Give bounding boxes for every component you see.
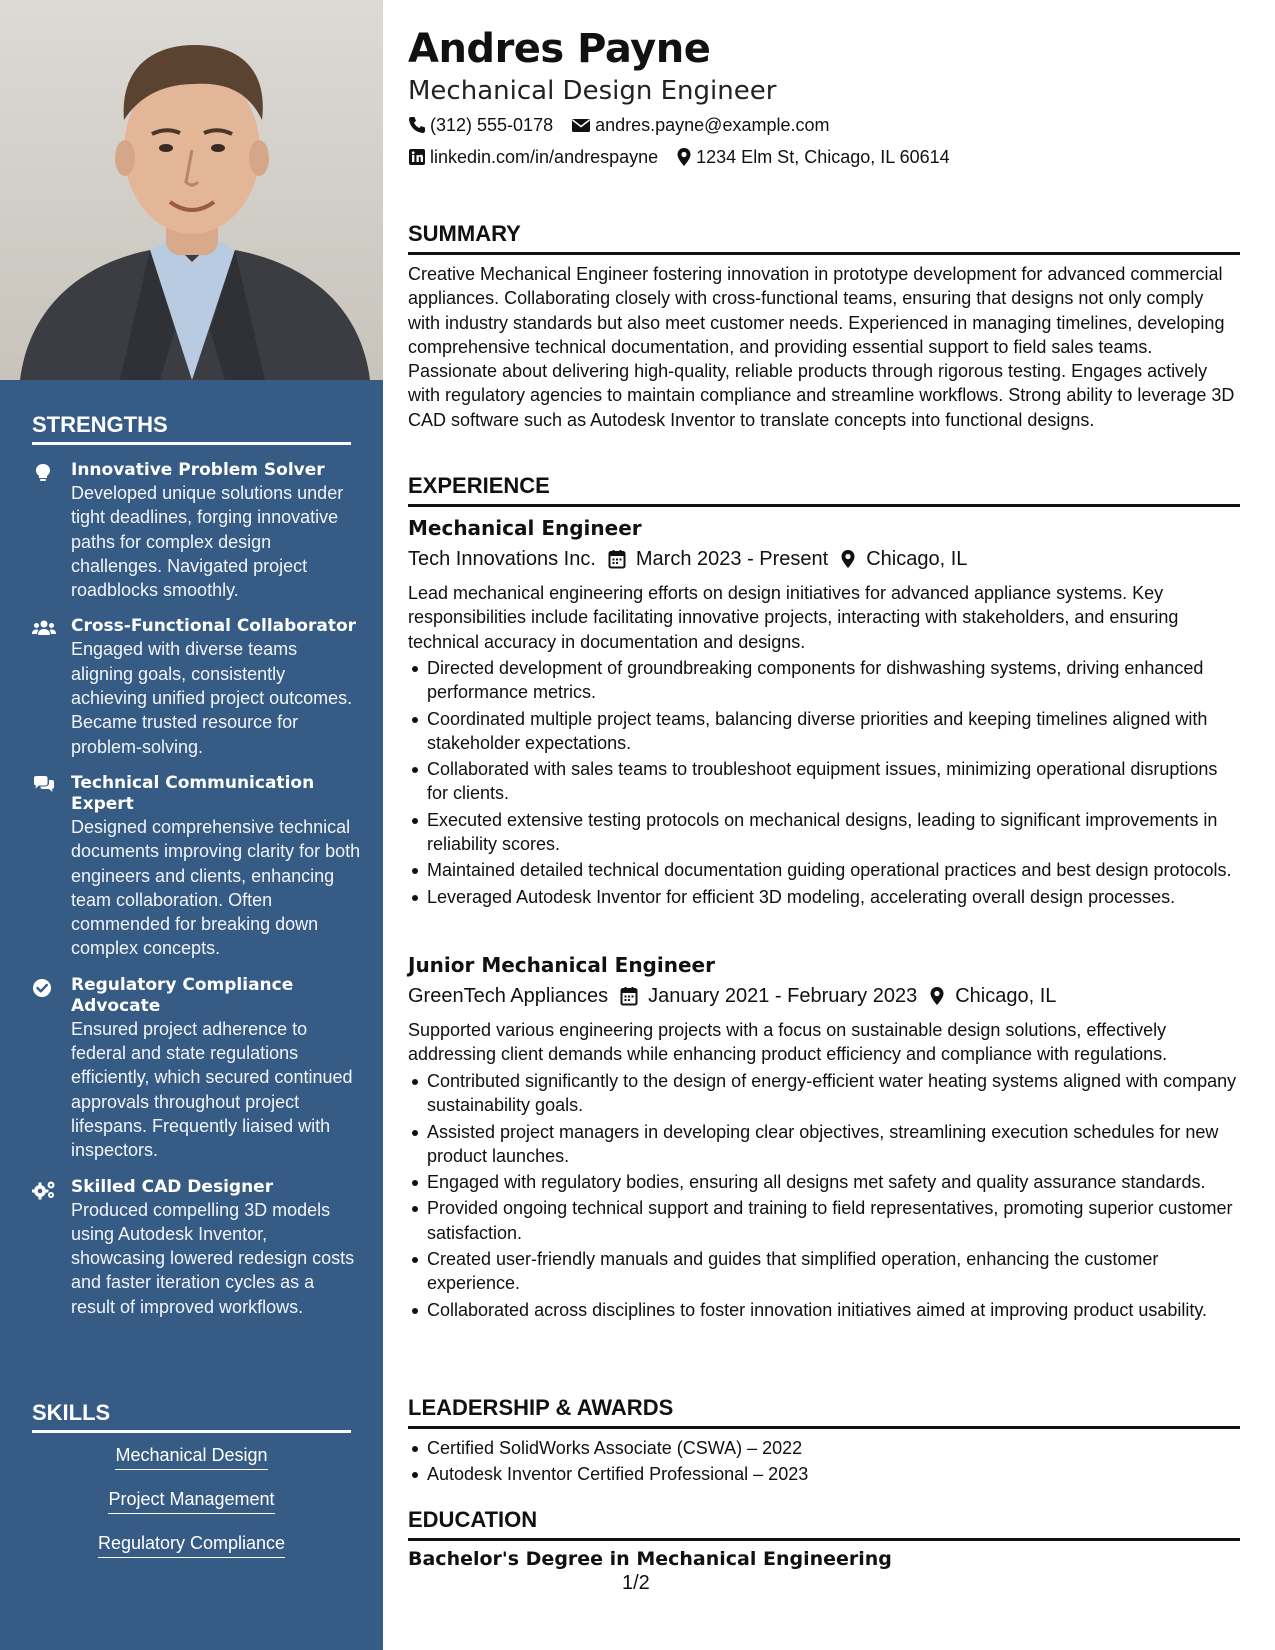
job-description: Supported various engineering projects with a focus on sustainable design solutions, effectively addressing client demands while enhancing product efficiency and compliance with regulations. bbox=[408, 1020, 1168, 1065]
phone-contact bbox=[408, 113, 553, 137]
calendar-icon bbox=[608, 549, 626, 569]
map-pin-icon bbox=[840, 549, 856, 569]
bullet-item: Coordinated multiple project teams, balancing diverse priorities and keeping timelines aligned with stakeholder expectations. bbox=[408, 707, 1240, 756]
company-name: Tech Innovations Inc. bbox=[408, 548, 596, 570]
address-text: 1234 Elm St, Chicago, IL 60614 bbox=[696, 147, 950, 167]
bullet-item: Provided ongoing technical support and training to field representatives, promoting superior customer satisfaction. bbox=[408, 1196, 1240, 1245]
bullet-item: Engaged with regulatory bodies, ensuring all designs met safety and quality assurance standards. bbox=[408, 1170, 1240, 1194]
awards-list bbox=[408, 1436, 1240, 1489]
strength-description: Ensured project adherence to federal and state regulations efficiently, which secured continued approvals throughout project lifespans. Frequently liaised with inspectors. bbox=[71, 1018, 353, 1161]
skills-heading: SKILLS bbox=[32, 1400, 351, 1433]
skill-item: Mechanical Design bbox=[115, 1444, 267, 1470]
strengths-heading: STRENGTHS bbox=[32, 412, 351, 445]
bullet-item: Collaborated with sales teams to troubleshoot equipment issues, minimizing operational disruptions for clients. bbox=[408, 757, 1240, 806]
skills-list bbox=[32, 1444, 351, 1576]
job-location bbox=[929, 983, 1056, 1009]
check-circle-icon bbox=[32, 977, 54, 997]
job-location bbox=[840, 546, 967, 572]
job-location-text: Chicago, IL bbox=[866, 548, 968, 570]
strength-description: Produced compelling 3D models using Autodesk Inventor, showcasing lowered redesign costs and faster iteration cycles as a result of improved workflows. bbox=[71, 1199, 355, 1317]
strength-title: Innovative Problem Solver bbox=[71, 460, 325, 480]
education-heading: EDUCATION bbox=[408, 1506, 1240, 1541]
linkedin-text[interactable]: linkedin.com/in/andrespayne bbox=[430, 147, 659, 167]
bullet-item: Directed development of groundbreaking components for dishwashing systems, driving enhanced performance metrics. bbox=[408, 656, 1240, 705]
page-number: 1/2 bbox=[622, 1572, 650, 1594]
map-pin-icon bbox=[676, 147, 692, 167]
job-dates bbox=[620, 983, 917, 1009]
summary-text: Creative Mechanical Engineer fostering innovation in prototype development for advanced commercial appliances. Collaborating closely with cross-functional teams, ensuring that designs not only comply with industry standards but also meet customer needs. Experienced in managing timelines, developing comprehensive technical documentation, and providing essential support to field sales teams. Passionate about delivering high-quality, reliable products through rigorous testing. Engages actively with regulatory agencies to maintain compliance and streamline workflows. Strong ability to leverage 3D CAD software such as Autodesk Inventor to translate concepts into functional designs. bbox=[408, 264, 1235, 430]
email-contact[interactable] bbox=[571, 113, 829, 137]
comments-icon bbox=[32, 775, 54, 795]
job-description: Lead mechanical engineering efforts on design initiatives for advanced appliance systems. Key responsibilities include facilitating innovative projects, interacting with stakeholders, and ensuring technical accuracy in documentation and designs. bbox=[408, 583, 1179, 652]
strength-item bbox=[32, 460, 362, 602]
strength-title: Technical Communication Expert bbox=[71, 772, 315, 814]
bullet-item: Assisted project managers in developing clear objectives, streamlining execution schedules for new product launches. bbox=[408, 1120, 1240, 1169]
users-icon bbox=[32, 618, 54, 638]
strength-item bbox=[32, 616, 362, 758]
candidate-role: Mechanical Design Engineer bbox=[408, 76, 777, 106]
phone-icon bbox=[408, 116, 426, 134]
bullet-item: Executed extensive testing protocols on mechanical designs, leading to significant improvements in reliability scores. bbox=[408, 808, 1240, 857]
award-item: Certified SolidWorks Associate (CSWA) – 2022 bbox=[408, 1436, 1240, 1460]
bullet-item: Collaborated across disciplines to foster innovation initiatives aimed at improving product usability. bbox=[408, 1298, 1240, 1322]
award-item: Autodesk Inventor Certified Professional – 2023 bbox=[408, 1462, 1240, 1486]
contact-row-2 bbox=[408, 145, 968, 169]
portrait-image bbox=[0, 0, 383, 380]
strength-title: Skilled CAD Designer bbox=[71, 1176, 274, 1197]
job-dates-text: January 2021 - February 2023 bbox=[648, 985, 918, 1007]
bullet-item: Contributed significantly to the design of energy-efficient water heating systems aligned with company sustainability goals. bbox=[408, 1069, 1240, 1118]
linkedin-icon bbox=[408, 148, 426, 166]
strength-title: Cross-Functional Collaborator bbox=[71, 616, 357, 637]
email-text[interactable]: andres.payne@example.com bbox=[595, 115, 830, 135]
envelope-icon bbox=[571, 117, 591, 133]
skill-item: Project Management bbox=[108, 1488, 274, 1514]
calendar-icon bbox=[620, 986, 638, 1006]
candidate-name: Andres Payne bbox=[408, 26, 711, 72]
profile-photo bbox=[0, 0, 383, 380]
bullet-item: Leveraged Autodesk Inventor for efficient 3D modeling, accelerating overall design processes. bbox=[408, 885, 1240, 909]
linkedin-contact[interactable] bbox=[408, 145, 658, 169]
skill-item: Regulatory Compliance bbox=[98, 1532, 285, 1558]
job-meta bbox=[408, 983, 1068, 1009]
summary-heading: SUMMARY bbox=[408, 220, 1240, 255]
job-location-text: Chicago, IL bbox=[955, 985, 1057, 1007]
lightbulb-icon bbox=[32, 462, 54, 482]
strength-description: Designed comprehensive technical documents improving clarity for both engineers and clients, enhancing team collaboration. Often commended for breaking down complex concepts. bbox=[71, 816, 361, 959]
bullet-item: Maintained detailed technical documentation guiding operational practices and best design protocols. bbox=[408, 858, 1240, 882]
job-bullets bbox=[408, 656, 1240, 911]
bullet-item: Created user-friendly manuals and guides that simplified operation, enhancing the customer experience. bbox=[408, 1247, 1240, 1296]
map-pin-icon bbox=[929, 986, 945, 1006]
awards-heading: LEADERSHIP & AWARDS bbox=[408, 1394, 1240, 1429]
job-bullets bbox=[408, 1069, 1240, 1324]
strengths-list bbox=[32, 460, 362, 1333]
job-title: Junior Mechanical Engineer bbox=[408, 953, 715, 977]
gears-icon bbox=[32, 1179, 54, 1199]
strength-title: Regulatory Compliance Advocate bbox=[71, 974, 294, 1016]
strength-description: Developed unique solutions under tight deadlines, forging innovative paths for complex design challenges. Navigated project roadblocks smoothly. bbox=[71, 483, 344, 601]
strength-description: Engaged with diverse teams aligning goals, consistently achieving unified project outcomes. Became trusted resource for problem-solving. bbox=[71, 639, 353, 757]
phone-text: (312) 555-0178 bbox=[430, 115, 554, 135]
company-name: GreenTech Appliances bbox=[408, 985, 609, 1007]
experience-heading: EXPERIENCE bbox=[408, 472, 1240, 507]
strength-item bbox=[32, 773, 362, 961]
job-title: Mechanical Engineer bbox=[408, 516, 642, 540]
job-meta bbox=[408, 546, 979, 572]
address-contact bbox=[676, 145, 950, 169]
sidebar bbox=[0, 0, 383, 1650]
strength-item bbox=[32, 1177, 362, 1319]
job-dates bbox=[608, 546, 828, 572]
contact-row-1 bbox=[408, 113, 848, 137]
strength-item bbox=[32, 975, 362, 1163]
degree-title: Bachelor's Degree in Mechanical Engineering bbox=[408, 1548, 892, 1570]
job-dates-text: March 2023 - Present bbox=[635, 548, 829, 570]
